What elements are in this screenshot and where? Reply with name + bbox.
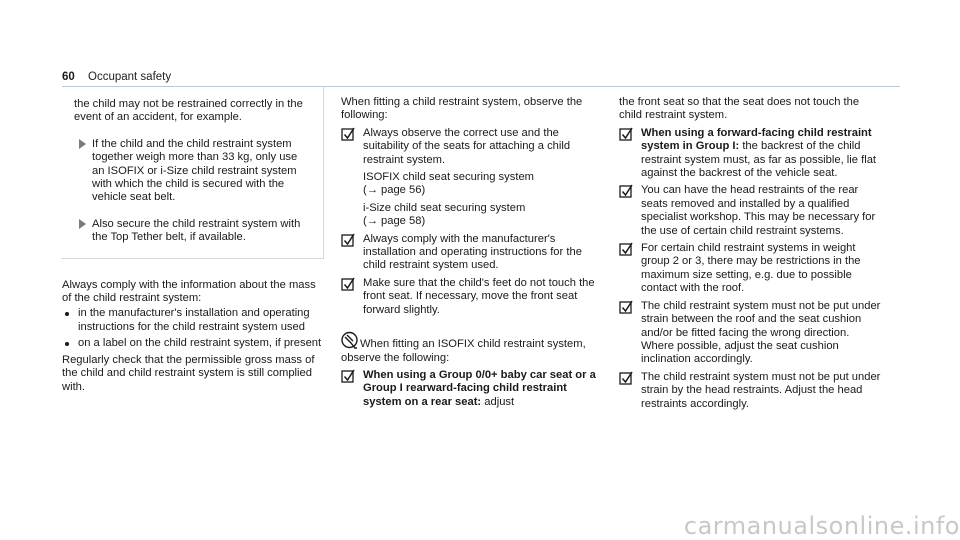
column-3 xyxy=(619,96,884,411)
check-mass-paragraph: Regularly check that the permissible gross mass of the child and child restraint system is still complied with. xyxy=(62,353,315,393)
check-text: Always observe the correct use and the suitability of the seats for attaching a child restraint system. xyxy=(363,126,571,166)
box-item-text: If the child and the child restraint system together weigh more than 33 kg, only use an ISOFIX or i-Size child restraint system with which the child is secured with the vehicle seat belt. xyxy=(92,137,298,204)
column-2 xyxy=(341,96,606,409)
check-text xyxy=(641,127,884,181)
checkbox-tick-icon xyxy=(341,277,355,291)
watermark: carmanualsonline.info xyxy=(683,511,960,540)
column-1 xyxy=(62,96,324,394)
check-item xyxy=(619,184,884,238)
check-item xyxy=(619,127,884,181)
checkbox-tick-icon xyxy=(619,242,633,256)
checkbox-tick-icon xyxy=(619,184,633,198)
bullet-icon xyxy=(65,342,69,346)
box-item xyxy=(74,218,311,245)
check-item xyxy=(341,369,606,409)
list-item-text: in the manufacturer's installation and operating instructions for the child restraint system used xyxy=(78,307,310,333)
check-text: For certain child restraint systems in weight group 2 or 3, there may be restrictions in the maximum size setting, e.g. due to possible contact with the roof. xyxy=(641,242,861,295)
mass-paragraph: Always comply with the information about the mass of the child restraint system: xyxy=(62,278,316,305)
continued-text: the front seat so that the seat does not touch the child restraint system. xyxy=(619,96,860,122)
list-item xyxy=(62,337,324,350)
box-item xyxy=(74,138,311,205)
page-reference-link[interactable]: (→ page 58) xyxy=(363,215,426,228)
bullet-icon xyxy=(65,312,69,316)
checkbox-tick-icon xyxy=(619,371,633,385)
check-heading: When using a Group 0/0+ baby car seat or a Group I rearward-facing child restraint system on a rear seat: xyxy=(363,368,596,408)
check-item xyxy=(619,300,884,367)
check-text: Make sure that the child's feet do not touch the front seat. If necessary, move the front seat forward slightly. xyxy=(363,276,595,316)
isize-system: i-Size child seat securing system xyxy=(363,201,526,214)
section-title: Occupant safety xyxy=(88,71,172,83)
checkbox-tick-icon xyxy=(619,300,633,314)
checkbox-tick-icon xyxy=(341,127,355,141)
box-intro: the child may not be restrained correctly in the event of an accident, for example. xyxy=(74,98,303,124)
warning-box xyxy=(61,86,324,259)
checkbox-tick-icon xyxy=(341,233,355,247)
bullet-list xyxy=(62,307,324,350)
check-item xyxy=(619,242,884,296)
environment-note xyxy=(341,331,606,365)
isofix-system: ISOFIX child seat securing system xyxy=(363,171,534,184)
checkbox-tick-icon xyxy=(341,369,355,383)
check-text-rest: the backrest of the child restraint system must, as far as possible, lie flat against the backrest of the vehicle seat. xyxy=(641,140,877,180)
triangle-arrow-icon xyxy=(79,139,86,149)
check-text: The child restraint system must not be put under strain by the head restraints. Adjust the head restraints accordingly. xyxy=(641,370,881,410)
check-item xyxy=(341,127,606,229)
check-text xyxy=(363,369,606,409)
check-text: You can have the head restraints of the rear seats removed and installed by a qualified specialist workshop. This may be necessary for the use of certain child restraint systems. xyxy=(641,184,876,237)
check-text: The child restraint system must not be put under strain between the roof and the seat cushion and/or be fitted facing the wrong direction. Where possible, adjust the seat cushion inclination accordingly. xyxy=(641,299,881,366)
check-text: Always comply with the manufacturer's installation and operating instructions for the child restraint system used. xyxy=(363,232,582,272)
list-item xyxy=(62,307,324,334)
check-item xyxy=(619,371,884,411)
triangle-arrow-icon xyxy=(79,219,86,229)
check-item xyxy=(341,277,606,317)
list-item-text: on a label on the child restraint system, if present xyxy=(78,337,322,350)
box-item-text: Also secure the child restraint system with the Top Tether belt, if available. xyxy=(92,217,301,244)
page-reference-link[interactable]: (→ page 56) xyxy=(363,184,426,197)
fitting-intro: When fitting a child restraint system, observe the following: xyxy=(341,96,583,122)
check-item xyxy=(341,233,606,273)
check-heading: When using a forward-facing child restraint system in Group I: xyxy=(641,126,872,153)
check-text-rest: adjust xyxy=(481,395,515,408)
environment-note-text: When fitting an ISOFIX child restraint system, observe the following: xyxy=(341,338,586,364)
page-number: 60 xyxy=(62,71,75,83)
environment-icon xyxy=(341,331,359,351)
checkbox-tick-icon xyxy=(619,127,633,141)
